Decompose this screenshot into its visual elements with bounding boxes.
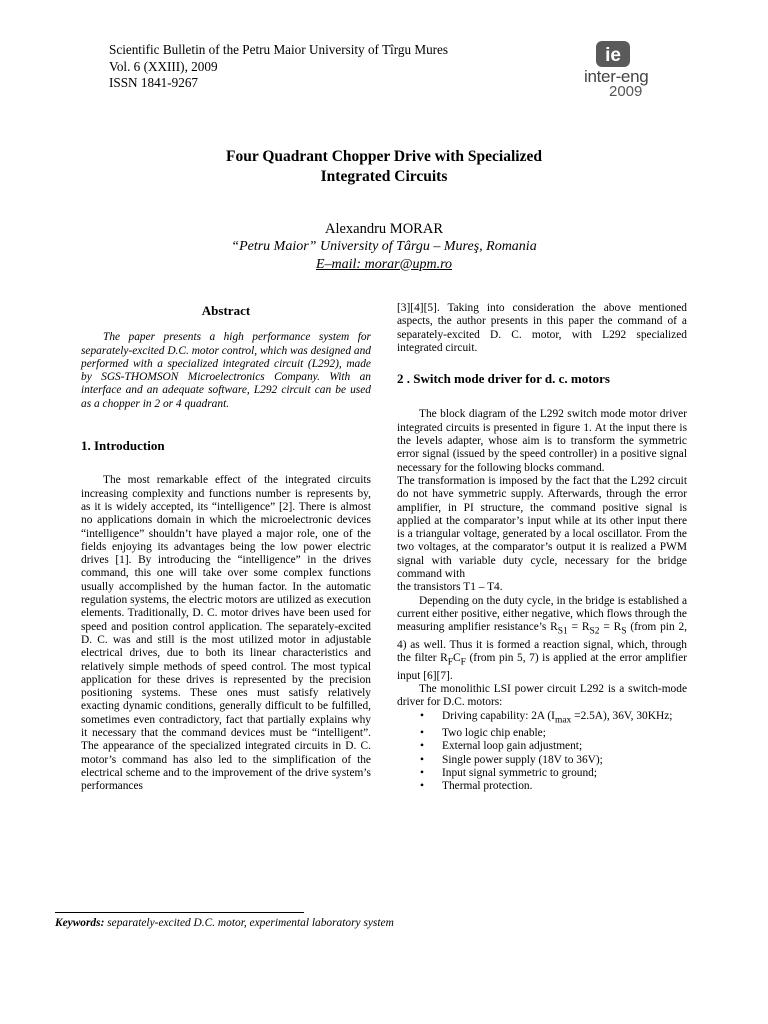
title-line-2: Integrated Circuits xyxy=(320,167,448,185)
logo-year: 2009 xyxy=(609,83,643,100)
journal-name: Scientific Bulletin of the Petru Maior University of Tîrgu Mures xyxy=(109,42,449,57)
list-item: • External loop gain adjustment; xyxy=(419,740,687,753)
intro-heading: 1. Introduction xyxy=(81,438,165,454)
left-column xyxy=(81,302,371,794)
author-name: Alexandru MORAR xyxy=(324,221,443,237)
keywords-text: separately-excited D.C. motor, experimental laboratory system xyxy=(104,917,394,929)
intro-continuation: [3][4][5]. Taking into consideration the above mentioned aspects, the author presents in this paper the command of a separately-excited D. C. motor, with L292 specialized integrated circuit. xyxy=(397,302,687,354)
list-item: • Input signal symmetric to ground; xyxy=(419,767,687,780)
ie-logo-icon xyxy=(594,39,632,69)
journal-volume: Vol. 6 (XXIII), 2009 xyxy=(109,58,218,74)
abstract-text: The paper presents a high performance system for separately-excited D.C. motor control, which was designed and performed with a specialized integrated circuit (L292), made by SGS-THOMSON Microelectronics Company. With an interface and an adequate software, L292 circuit can be used as a chopper in 2 or 4 quadrant. xyxy=(81,331,371,410)
section-2-paragraph-3: Depending on the duty cycle, in the bridge is established a current either positive, either negative, which flows through the measuring amplifier resistance’s $R_{S1} = R_{S2} = R_S$ (from pin 2, 4) as well. Thus it is formed a reaction signal, which, through the filter $R_FC_F$ (from pin 5, 7) is applied at the error amplifier input [6][7]. xyxy=(397,594,688,682)
section-2-paragraph-2b: the transistors T1 – T4. xyxy=(397,581,503,594)
inter-eng-logo xyxy=(584,39,674,103)
logo-name: inter-eng xyxy=(584,67,649,86)
journal-issn: ISSN 1841-9267 xyxy=(109,75,199,90)
journal-header xyxy=(109,42,448,92)
title-line-1: Four Quadrant Chopper Drive with Specialized xyxy=(226,148,542,165)
section-2-paragraph-2: The transformation is imposed by the fact that the L292 circuit do not have symmetric supply. Afterwards, through the error amplifier, in PI structure, the command positive signal is applied at the comparator’s input while at its other input there is a triangular voltage, generated by a local oscillator. From the two voltages, at the comparator’s output it is realized a PWM signal with variable duty cycle, necessary for the bridge command with xyxy=(397,474,687,581)
feature-list xyxy=(419,710,687,794)
right-column xyxy=(397,302,687,794)
abstract-heading: Abstract xyxy=(201,303,251,318)
section-2-paragraph-1: The block diagram of the L292 switch mode motor driver integrated circuits is presented in figure 1. At the input there is the levels adapter, whose aim is to transform the symmetric error signal (issued by the speed controller) in a positive signal necessary for the following blocks command. xyxy=(397,408,687,474)
affiliation: “Petru Maior” University of Târgu – Mureş, Romania xyxy=(231,239,537,254)
list-item: • Single power supply (18V to 36V); xyxy=(419,754,687,767)
keywords-line xyxy=(55,917,394,929)
list-item: • Driving capability: 2A $(I_{max} =2.5A)$, 36V, 30KHz; xyxy=(419,710,687,728)
list-item: • Thermal protection. xyxy=(419,780,687,793)
svg-text:ie: ie xyxy=(605,45,621,66)
footnote-divider xyxy=(55,912,304,913)
keywords-label: Keywords: xyxy=(55,917,105,929)
paper-title xyxy=(150,147,618,186)
author-affiliation-block xyxy=(150,238,618,273)
intro-text: The most remarkable effect of the integrated circuits increasing complexity and functions number is represents by, as it is widely accepted, its “intelligence” [2]. There is almost no applications domain in which the microelectronic devices “intelligence” shouldn’t have played a major role, one of the fields enjoying its advantages being the low power electric drives [1]. By introducing the “intelligence” in the drives command, this one will take over some complex functions usually accomplished by the human factor. In the automatic regulation systems, the electric motors are utilized as execution elements. Traditionally, D. C. motor drives have been used for speed and position control application. The separately-excited D. C. was and still is the most utilized motor in adjustable electrical drives, due to both its linear characteristics and relatively simple methods of speed control. The most typical application for these drives is represented by the precision positioning systems. These ones must satisfy relatively exacting dynamic conditions, generally difficult to be fulfilled, sometimes even contradictory, fact that partially explains why it necessary that the command devices must be “intelligent”. The appearance of the specialized integrated circuits in D. C. motor’s command has also led to the simplification of the electrical scheme and to the improvement of the drive system’s performances xyxy=(81,474,371,793)
section-2-heading: 2 . Switch mode driver for d. c. motors xyxy=(397,371,610,387)
section-2-paragraph-4: The monolithic LSI power circuit L292 is a switch-mode driver for D.C. motors: xyxy=(397,682,687,709)
list-item: • Two logic chip enable; xyxy=(419,727,687,740)
email-link[interactable]: E–mail: morar@upm.ro xyxy=(315,256,453,272)
